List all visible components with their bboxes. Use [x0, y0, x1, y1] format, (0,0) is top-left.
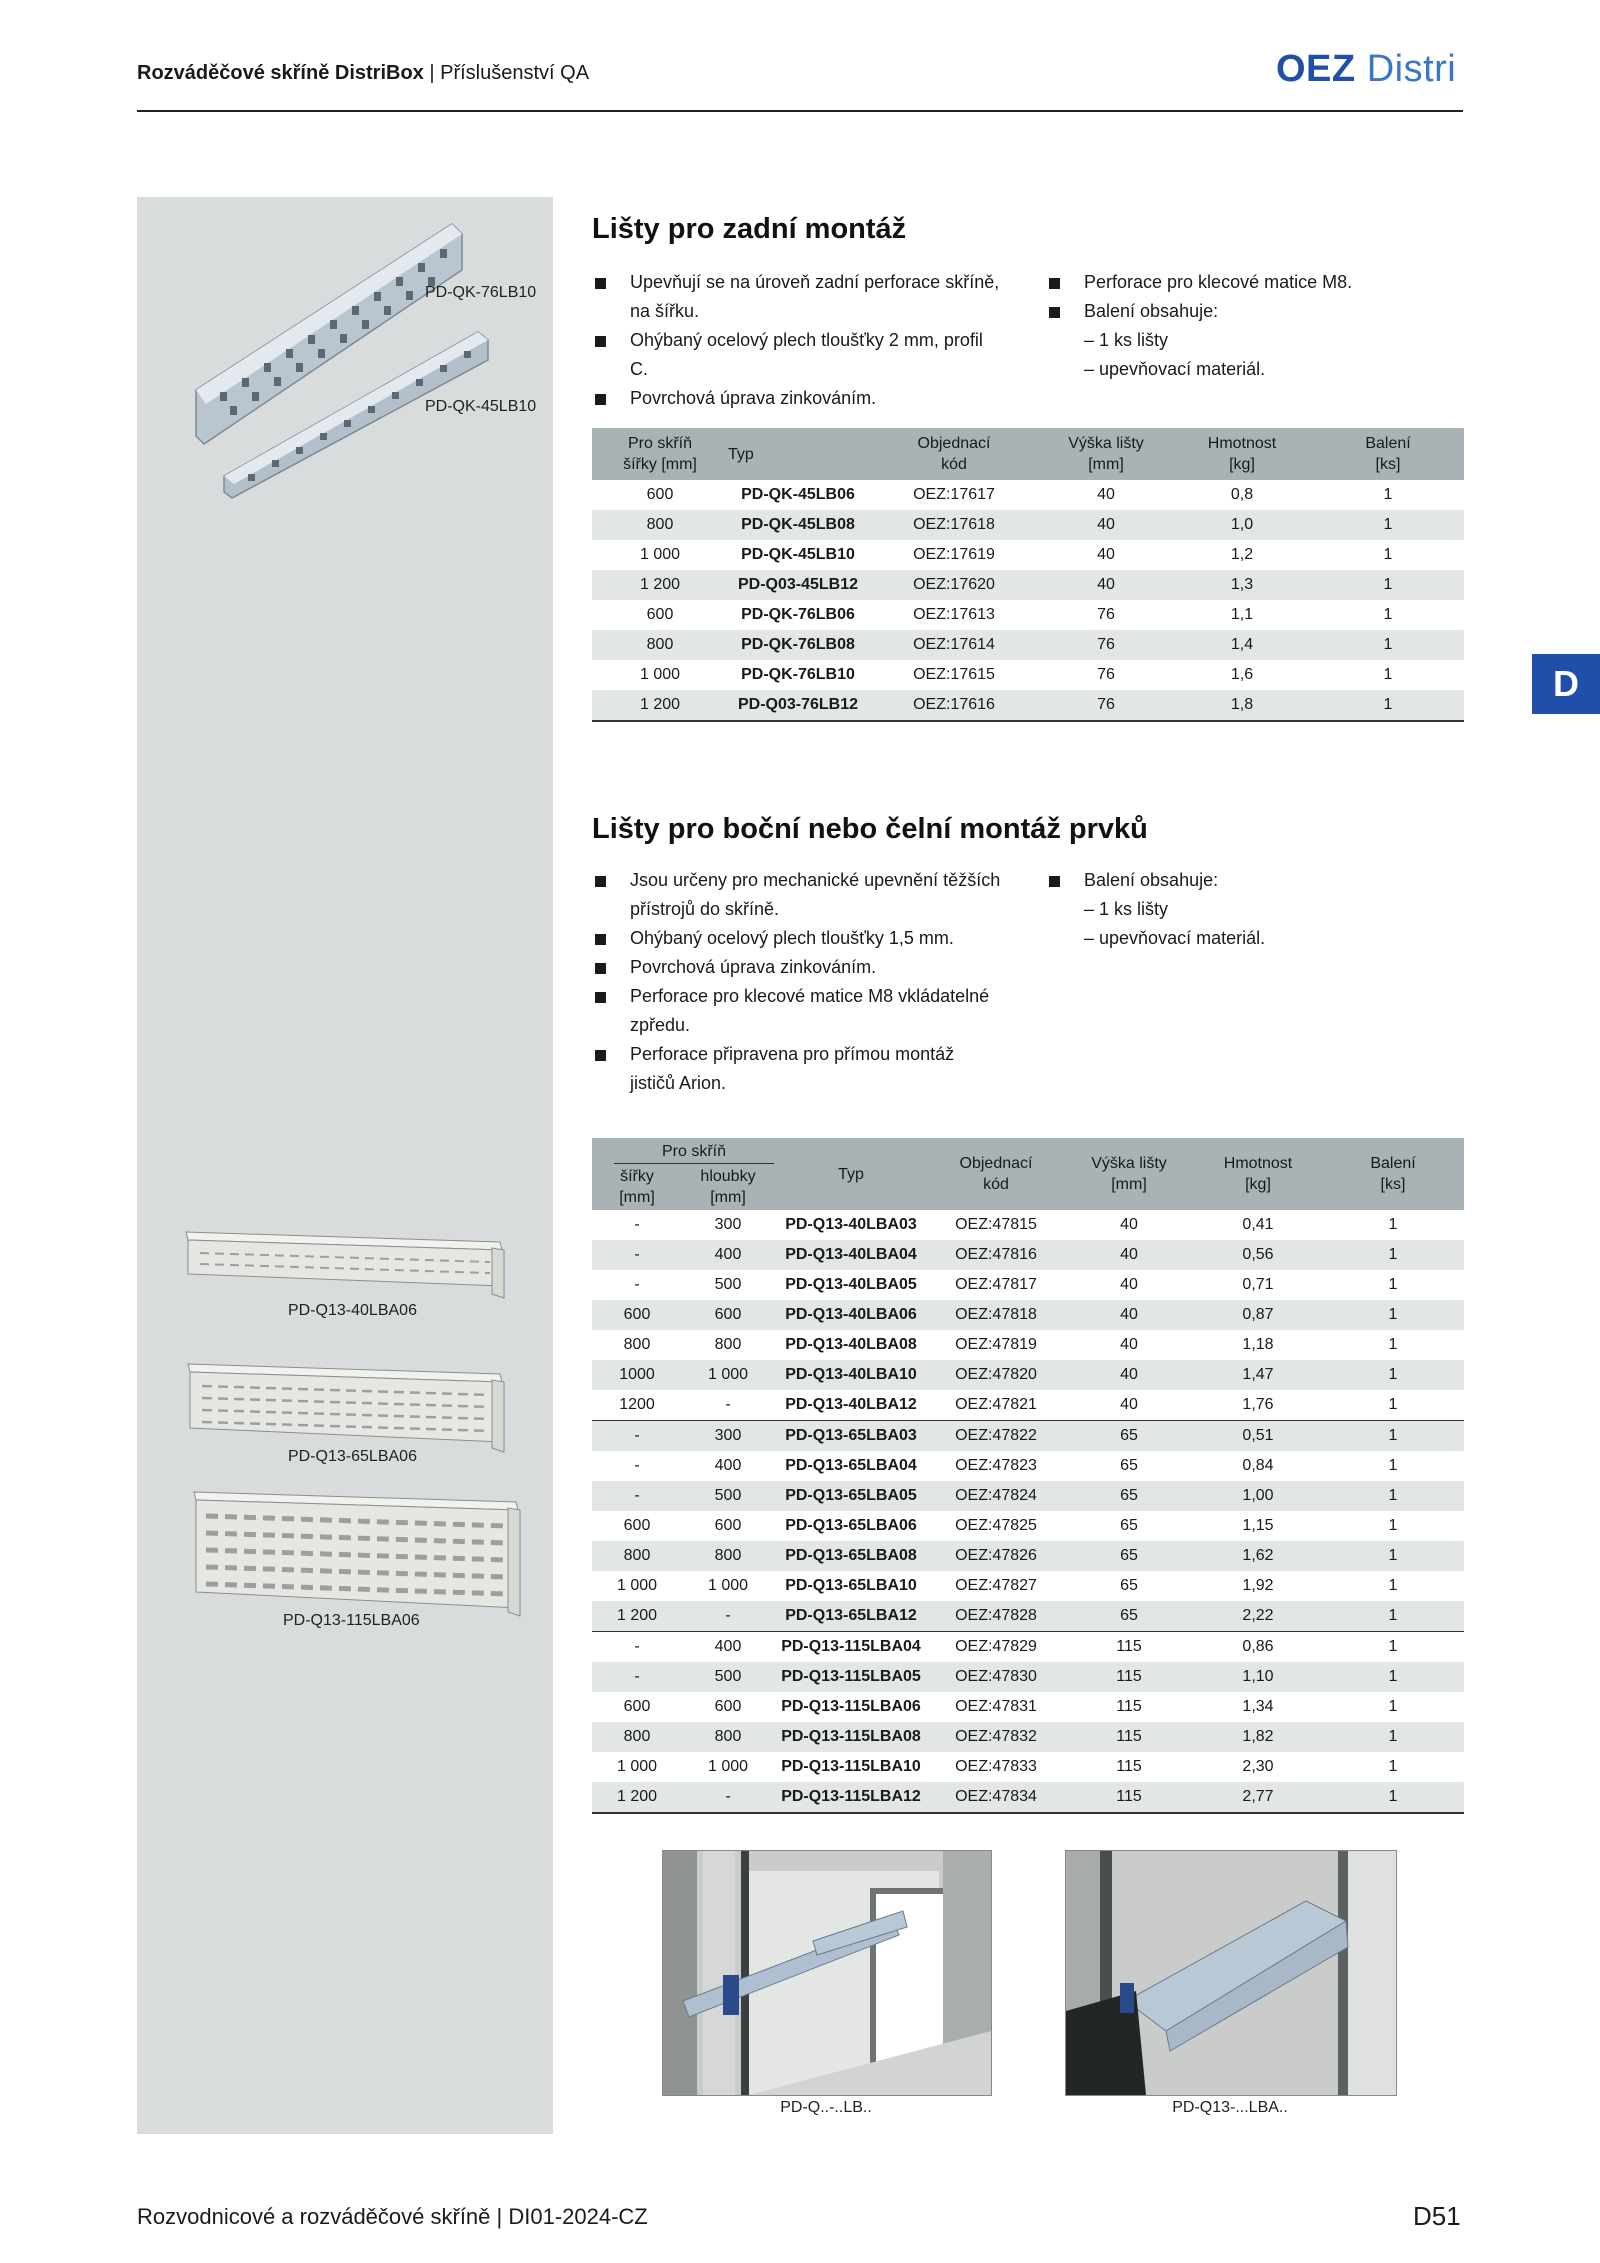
cell-type: PD-Q13-115LBA08: [774, 1722, 928, 1752]
section2-bullets-left: [592, 866, 1002, 1098]
table-cell: 600: [623, 1517, 651, 1534]
table-row: [592, 1662, 1464, 1692]
cell-type: PD-QK-76LB10: [741, 666, 855, 683]
installation-photo-side: [1065, 1850, 1397, 2096]
table-cell: 1 200: [592, 570, 728, 600]
table-cell: 65: [1120, 1577, 1138, 1594]
cell-type: PD-Q13-115LBA04: [774, 1632, 928, 1663]
table-row: [592, 600, 1464, 630]
table-cell: -: [592, 1481, 682, 1511]
table-row: [592, 1240, 1464, 1270]
table-cell: OEZ:47828: [928, 1601, 1064, 1632]
table-cell: 1: [1322, 1481, 1464, 1511]
table-row: [592, 1390, 1464, 1421]
table-row: [592, 1722, 1464, 1752]
table-cell: 1: [1383, 486, 1393, 503]
table-cell: 1,6: [1230, 666, 1254, 683]
table-cell: OEZ:47833: [955, 1758, 1037, 1775]
table-cell: OEZ:17615: [913, 666, 995, 683]
table-cell: 1: [1388, 1276, 1398, 1293]
table-cell: -: [682, 1601, 774, 1632]
header-separator: |: [429, 62, 435, 84]
bar-40-image: [180, 1228, 510, 1308]
cell-type: PD-Q03-76LB12: [728, 690, 868, 721]
bullet-item: Ohýbaný ocelový plech tloušťky 1,5 mm.: [592, 924, 1002, 953]
table-cell: 1,1: [1230, 606, 1254, 623]
col-header-order-code: Objednací kód: [928, 1138, 1064, 1210]
table-cell: 600: [682, 1300, 774, 1330]
col-group-header: Pro skříň: [592, 1138, 774, 1164]
table-cell: 40: [1064, 1300, 1194, 1330]
header-title-bold: Rozváděčové skříně DistriBox: [137, 62, 424, 84]
logo-distri: Distri: [1366, 48, 1457, 90]
section1-bullets-right: [1046, 268, 1466, 384]
table-row: [592, 1541, 1464, 1571]
dash-item: – 1 ks lišty: [1084, 330, 1169, 350]
table-cell: OEZ:17617: [913, 486, 995, 503]
table-cell: 2,77: [1194, 1782, 1322, 1813]
bullet-item: Upevňují se na úroveň zadní perforace skříně, na šířku.: [592, 268, 1002, 326]
label-pd-q13-40lba06: PD-Q13-40LBA06: [288, 1302, 417, 1319]
table-row: [592, 1300, 1464, 1330]
table-cell: OEZ:47820: [928, 1360, 1064, 1390]
rail-45-image: [222, 326, 502, 506]
cell-type: PD-Q13-40LBA05: [785, 1276, 917, 1293]
photo-caption-rear: PD-Q..-..LB..: [780, 2099, 872, 2116]
table-cell: OEZ:47831: [955, 1698, 1037, 1715]
table-cell: 115: [1064, 1722, 1194, 1752]
footer-title: Rozvodnicové a rozváděčové skříně | DI01-2024-CZ: [137, 2204, 648, 2229]
table-cell: 1,92: [1242, 1577, 1274, 1594]
table-cell: 1: [1388, 1758, 1398, 1775]
table-row: [592, 1210, 1464, 1240]
section2-bullets-right: [1046, 866, 1466, 953]
table-cell: 600: [623, 1698, 651, 1715]
table-row: [592, 1752, 1464, 1782]
table-cell: 1,4: [1172, 630, 1312, 660]
table-cell: 500: [682, 1481, 774, 1511]
table-row: [592, 1270, 1464, 1300]
table-cell: 500: [714, 1276, 742, 1293]
label-pd-q13-115lba06: PD-Q13-115LBA06: [283, 1612, 420, 1629]
cell-type: PD-Q13-65LBA03: [774, 1421, 928, 1452]
dash-item: – 1 ks lišty: [1084, 899, 1169, 919]
table-cell: 40: [1064, 1360, 1194, 1390]
table-cell: 1: [1388, 1698, 1398, 1715]
table-row: [592, 1632, 1464, 1663]
table-cell: OEZ:17618: [868, 510, 1040, 540]
table-row: [592, 690, 1464, 721]
bullet-item: Povrchová úprava zinkováním.: [592, 384, 1002, 413]
col-header-weight: Hmotnost [kg]: [1194, 1138, 1322, 1210]
bullet-item: Povrchová úprava zinkováním.: [592, 953, 1002, 982]
dash-item: – upevňovací materiál.: [1084, 359, 1266, 379]
table-cell: 1: [1388, 1577, 1398, 1594]
table-cell: 1,10: [1194, 1662, 1322, 1692]
table-cell: 600: [646, 606, 674, 623]
table-row: [592, 510, 1464, 540]
bar-65-image: [182, 1360, 512, 1460]
cell-type: PD-Q13-65LBA08: [774, 1541, 928, 1571]
table-cell: 300: [714, 1216, 742, 1233]
cell-type: PD-Q13-115LBA06: [781, 1698, 921, 1715]
table-cell: 500: [682, 1662, 774, 1692]
table-cell: 40: [1120, 1276, 1138, 1293]
table-cell: 40: [1097, 486, 1115, 503]
table-cell: 800: [682, 1541, 774, 1571]
cell-type: PD-Q13-65LBA12: [774, 1601, 928, 1632]
table-cell: 1: [1312, 510, 1464, 540]
cell-type: PD-Q13-65LBA04: [785, 1457, 917, 1474]
table-cell: 1,15: [1242, 1517, 1274, 1534]
label-pd-qk-76lb10: PD-QK-76LB10: [425, 284, 537, 301]
table-cell: 1: [1383, 666, 1393, 683]
table-cell: 1,18: [1242, 1336, 1274, 1353]
table-cell: 1 000: [707, 1758, 749, 1775]
table-cell: 1: [1312, 690, 1464, 721]
table-row: [592, 1330, 1464, 1360]
table-cell: 40: [1097, 546, 1115, 563]
table-cell: 1: [1322, 1421, 1464, 1452]
table-cell: 40: [1120, 1216, 1138, 1233]
table-cell: 600: [592, 1300, 682, 1330]
table-cell: 400: [682, 1632, 774, 1663]
table-cell: OEZ:47822: [928, 1421, 1064, 1452]
section1-bullets-left: [592, 268, 1002, 413]
table-row: [592, 1692, 1464, 1722]
col-header-depth: hloubky [mm]: [682, 1164, 774, 1210]
cell-type: PD-Q13-40LBA03: [785, 1216, 917, 1233]
header-divider: [137, 110, 1463, 112]
col-header-weight: Hmotnost [kg]: [1172, 428, 1312, 480]
table-cell: 1: [1322, 1601, 1464, 1632]
table-row: [592, 1451, 1464, 1481]
table-cell: 1: [1322, 1300, 1464, 1330]
table-cell: 1 200: [592, 1782, 682, 1813]
table-cell: 1000: [592, 1360, 682, 1390]
table-row: [592, 630, 1464, 660]
section1-title: Lišty pro zadní montáž: [592, 213, 907, 245]
table-cell: OEZ:47830: [928, 1662, 1064, 1692]
table-cell: 400: [714, 1457, 742, 1474]
table-cell: 1: [1388, 1336, 1398, 1353]
table-cell: 1 000: [639, 546, 681, 563]
table-cell: 65: [1064, 1481, 1194, 1511]
table-cell: OEZ:47824: [928, 1481, 1064, 1511]
table-cell: 600: [646, 486, 674, 503]
table-row: [592, 1601, 1464, 1632]
table-row: [592, 1360, 1464, 1390]
table-cell: 0,86: [1194, 1632, 1322, 1663]
bullet-item: Ohýbaný ocelový plech tloušťky 2 mm, profil C.: [592, 326, 1002, 384]
col-header-pack: Balení [ks]: [1322, 1138, 1464, 1210]
table-row: [592, 1421, 1464, 1452]
header-title-rest: Příslušenství QA: [440, 62, 590, 84]
col-header-type: Typ: [774, 1138, 928, 1210]
section2-title: Lišty pro boční nebo čelní montáž prvků: [592, 813, 1148, 845]
table-cell: 1,34: [1242, 1698, 1274, 1715]
table-cell: 1: [1322, 1632, 1464, 1663]
table-cell: OEZ:47816: [928, 1240, 1064, 1270]
table-cell: 0,51: [1194, 1421, 1322, 1452]
cell-type: PD-Q13-115LBA12: [774, 1782, 928, 1813]
bullet-item: Perforace pro klecové matice M8.: [1046, 268, 1466, 297]
table-cell: OEZ:47825: [955, 1517, 1037, 1534]
rear-mounting-rails-table: [592, 428, 1464, 722]
table-cell: 800: [623, 1336, 651, 1353]
table-cell: 1: [1383, 546, 1393, 563]
table-cell: OEZ:47826: [928, 1541, 1064, 1571]
table-cell: 300: [682, 1421, 774, 1452]
bullet-item: Perforace připravena pro přímou montáž jističů Arion.: [592, 1040, 1002, 1098]
table-cell: 1 000: [616, 1577, 658, 1594]
table-cell: OEZ:47818: [928, 1300, 1064, 1330]
table-cell: 0,41: [1242, 1216, 1274, 1233]
table-body: [592, 480, 1464, 721]
col-header-rail-height: Výška lišty [mm]: [1040, 428, 1172, 480]
table-cell: 65: [1120, 1517, 1138, 1534]
cell-type: PD-Q13-115LBA05: [774, 1662, 928, 1692]
table-cell: OEZ:17614: [868, 630, 1040, 660]
table-cell: 1 200: [592, 1601, 682, 1632]
label-pd-q13-65lba06: PD-Q13-65LBA06: [288, 1448, 417, 1465]
table-cell: 1 000: [616, 1758, 658, 1775]
cell-type: PD-Q13-40LBA12: [785, 1396, 917, 1413]
photo-caption-side: PD-Q13-...LBA..: [1172, 2099, 1288, 2116]
table-cell: OEZ:17619: [913, 546, 995, 563]
table-row: [592, 570, 1464, 600]
table-cell: 40: [1040, 570, 1172, 600]
table-cell: 1,0: [1172, 510, 1312, 540]
table-cell: 1 000: [707, 1577, 749, 1594]
table-cell: 1,8: [1172, 690, 1312, 721]
table-cell: 115: [1064, 1782, 1194, 1813]
table-cell: OEZ:17613: [913, 606, 995, 623]
table-cell: 115: [1064, 1662, 1194, 1692]
cell-type: PD-QK-76LB08: [728, 630, 868, 660]
bullet-item: Jsou určeny pro mechanické upevnění těžších přístrojů do skříně.: [592, 866, 1002, 924]
bullet-item: Balení obsahuje:: [1046, 297, 1466, 326]
table-cell: 1,82: [1194, 1722, 1322, 1752]
table-cell: 1: [1388, 1457, 1398, 1474]
table-cell: 0,8: [1230, 486, 1254, 503]
table-cell: 1,47: [1194, 1360, 1322, 1390]
table-cell: -: [682, 1782, 774, 1813]
table-cell: OEZ:47834: [928, 1782, 1064, 1813]
table-cell: 0,56: [1194, 1240, 1322, 1270]
table-cell: 2,22: [1194, 1601, 1322, 1632]
table-cell: 800: [592, 1722, 682, 1752]
installation-photo-rear: [662, 1850, 992, 2096]
table-cell: 1: [1388, 1216, 1398, 1233]
table-cell: 1,3: [1172, 570, 1312, 600]
table-cell: 1: [1322, 1662, 1464, 1692]
table-cell: 1: [1383, 606, 1393, 623]
table-cell: 800: [714, 1336, 742, 1353]
table-cell: 1: [1388, 1517, 1398, 1534]
table-cell: OEZ:47819: [955, 1336, 1037, 1353]
col-header-width: Pro skříň šířky [mm]: [592, 428, 728, 480]
table-cell: 800: [682, 1722, 774, 1752]
cell-type: PD-Q13-115LBA10: [781, 1758, 921, 1775]
bar-115-image: [188, 1488, 528, 1620]
table-cell: OEZ:17616: [868, 690, 1040, 721]
page-number: D51: [1413, 2201, 1461, 2231]
table-cell: 400: [682, 1240, 774, 1270]
table-cell: 76: [1097, 666, 1115, 683]
table-cell: -: [634, 1457, 640, 1474]
table-cell: OEZ:47829: [928, 1632, 1064, 1663]
cell-type: PD-QK-45LB08: [728, 510, 868, 540]
table-cell: OEZ:47827: [955, 1577, 1037, 1594]
table-row: [592, 480, 1464, 510]
side-front-mounting-rails-table: [592, 1138, 1464, 1814]
table-cell: 1,2: [1230, 546, 1254, 563]
table-cell: 800: [592, 1541, 682, 1571]
table-cell: 115: [1116, 1698, 1142, 1715]
cell-type: PD-Q13-65LBA06: [785, 1517, 917, 1534]
col-header-type: Typ: [728, 428, 868, 480]
cell-type: PD-Q03-45LB12: [728, 570, 868, 600]
section-tab-d: D: [1532, 654, 1600, 714]
bullet-item: Balení obsahuje:: [1046, 866, 1466, 895]
table-cell: 1200: [619, 1396, 655, 1413]
table-cell: OEZ:47817: [955, 1276, 1037, 1293]
table-cell: 800: [592, 630, 728, 660]
table-cell: 1: [1322, 1360, 1464, 1390]
table-cell: 40: [1064, 1240, 1194, 1270]
table-cell: 2,30: [1242, 1758, 1274, 1775]
table-cell: 1: [1312, 630, 1464, 660]
table-row: [592, 1782, 1464, 1813]
cell-type: PD-Q13-65LBA10: [785, 1577, 917, 1594]
col-header-rail-height: Výška lišty [mm]: [1064, 1138, 1194, 1210]
table-cell: 1,76: [1242, 1396, 1274, 1413]
cell-type: PD-QK-45LB06: [741, 486, 855, 503]
table-cell: 1: [1322, 1722, 1464, 1752]
cell-type: PD-Q13-40LBA06: [774, 1300, 928, 1330]
table-cell: 1,62: [1194, 1541, 1322, 1571]
table-cell: OEZ:47832: [928, 1722, 1064, 1752]
table-cell: -: [634, 1276, 640, 1293]
table-cell: 600: [714, 1698, 742, 1715]
table-body: [592, 1210, 1464, 1813]
table-cell: OEZ:47821: [955, 1396, 1037, 1413]
table-cell: 115: [1064, 1632, 1194, 1663]
cell-type: PD-Q13-40LBA04: [774, 1240, 928, 1270]
table-cell: 65: [1064, 1541, 1194, 1571]
table-cell: 0,87: [1194, 1300, 1322, 1330]
table-cell: 40: [1120, 1336, 1138, 1353]
dash-item: – upevňovací materiál.: [1084, 928, 1266, 948]
table-cell: OEZ:17620: [868, 570, 1040, 600]
table-cell: OEZ:47815: [955, 1216, 1037, 1233]
table-row: [592, 1571, 1464, 1601]
table-row: [592, 540, 1464, 570]
oez-distri-logo: [1276, 48, 1456, 91]
table-row: [592, 1511, 1464, 1541]
table-cell: OEZ:47823: [955, 1457, 1037, 1474]
table-cell: 1: [1322, 1782, 1464, 1813]
cell-type: PD-QK-45LB10: [741, 546, 855, 563]
col-header-order-code: Objednací kód: [868, 428, 1040, 480]
table-cell: 1 000: [639, 666, 681, 683]
table-cell: 1 200: [592, 690, 728, 721]
table-cell: 1: [1312, 570, 1464, 600]
bullet-item: Perforace pro klecové matice M8 vkládatelné zpředu.: [592, 982, 1002, 1040]
logo-oez: OEZ: [1276, 48, 1356, 90]
table-cell: 76: [1040, 630, 1172, 660]
table-cell: 0,84: [1242, 1457, 1274, 1474]
table-cell: 600: [714, 1517, 742, 1534]
col-header-pack: Balení [ks]: [1312, 428, 1464, 480]
table-cell: -: [592, 1632, 682, 1663]
cell-type: PD-QK-76LB06: [741, 606, 855, 623]
label-pd-qk-45lb10: PD-QK-45LB10: [425, 398, 537, 415]
table-cell: -: [725, 1396, 731, 1413]
cell-type: PD-Q13-40LBA08: [785, 1336, 917, 1353]
table-cell: 65: [1120, 1457, 1138, 1474]
table-cell: 0,71: [1242, 1276, 1274, 1293]
table-cell: -: [634, 1216, 640, 1233]
table-cell: 1: [1388, 1396, 1398, 1413]
header-title: [137, 62, 589, 85]
table-cell: 65: [1064, 1421, 1194, 1452]
table-cell: 1,00: [1194, 1481, 1322, 1511]
table-cell: 1 000: [682, 1360, 774, 1390]
table-row: [592, 660, 1464, 690]
col-header-width: šířky [mm]: [592, 1164, 682, 1210]
table-cell: -: [592, 1662, 682, 1692]
table-cell: 65: [1064, 1601, 1194, 1632]
table-cell: -: [592, 1421, 682, 1452]
table-cell: 800: [592, 510, 728, 540]
table-cell: 76: [1040, 690, 1172, 721]
table-cell: 76: [1097, 606, 1115, 623]
table-cell: 40: [1120, 1396, 1138, 1413]
table-cell: -: [592, 1240, 682, 1270]
table-cell: 115: [1116, 1758, 1142, 1775]
cell-type: PD-Q13-65LBA05: [774, 1481, 928, 1511]
table-cell: 40: [1040, 510, 1172, 540]
table-cell: 1: [1322, 1541, 1464, 1571]
cell-type: PD-Q13-40LBA10: [774, 1360, 928, 1390]
table-cell: 1: [1322, 1240, 1464, 1270]
table-row: [592, 1481, 1464, 1511]
